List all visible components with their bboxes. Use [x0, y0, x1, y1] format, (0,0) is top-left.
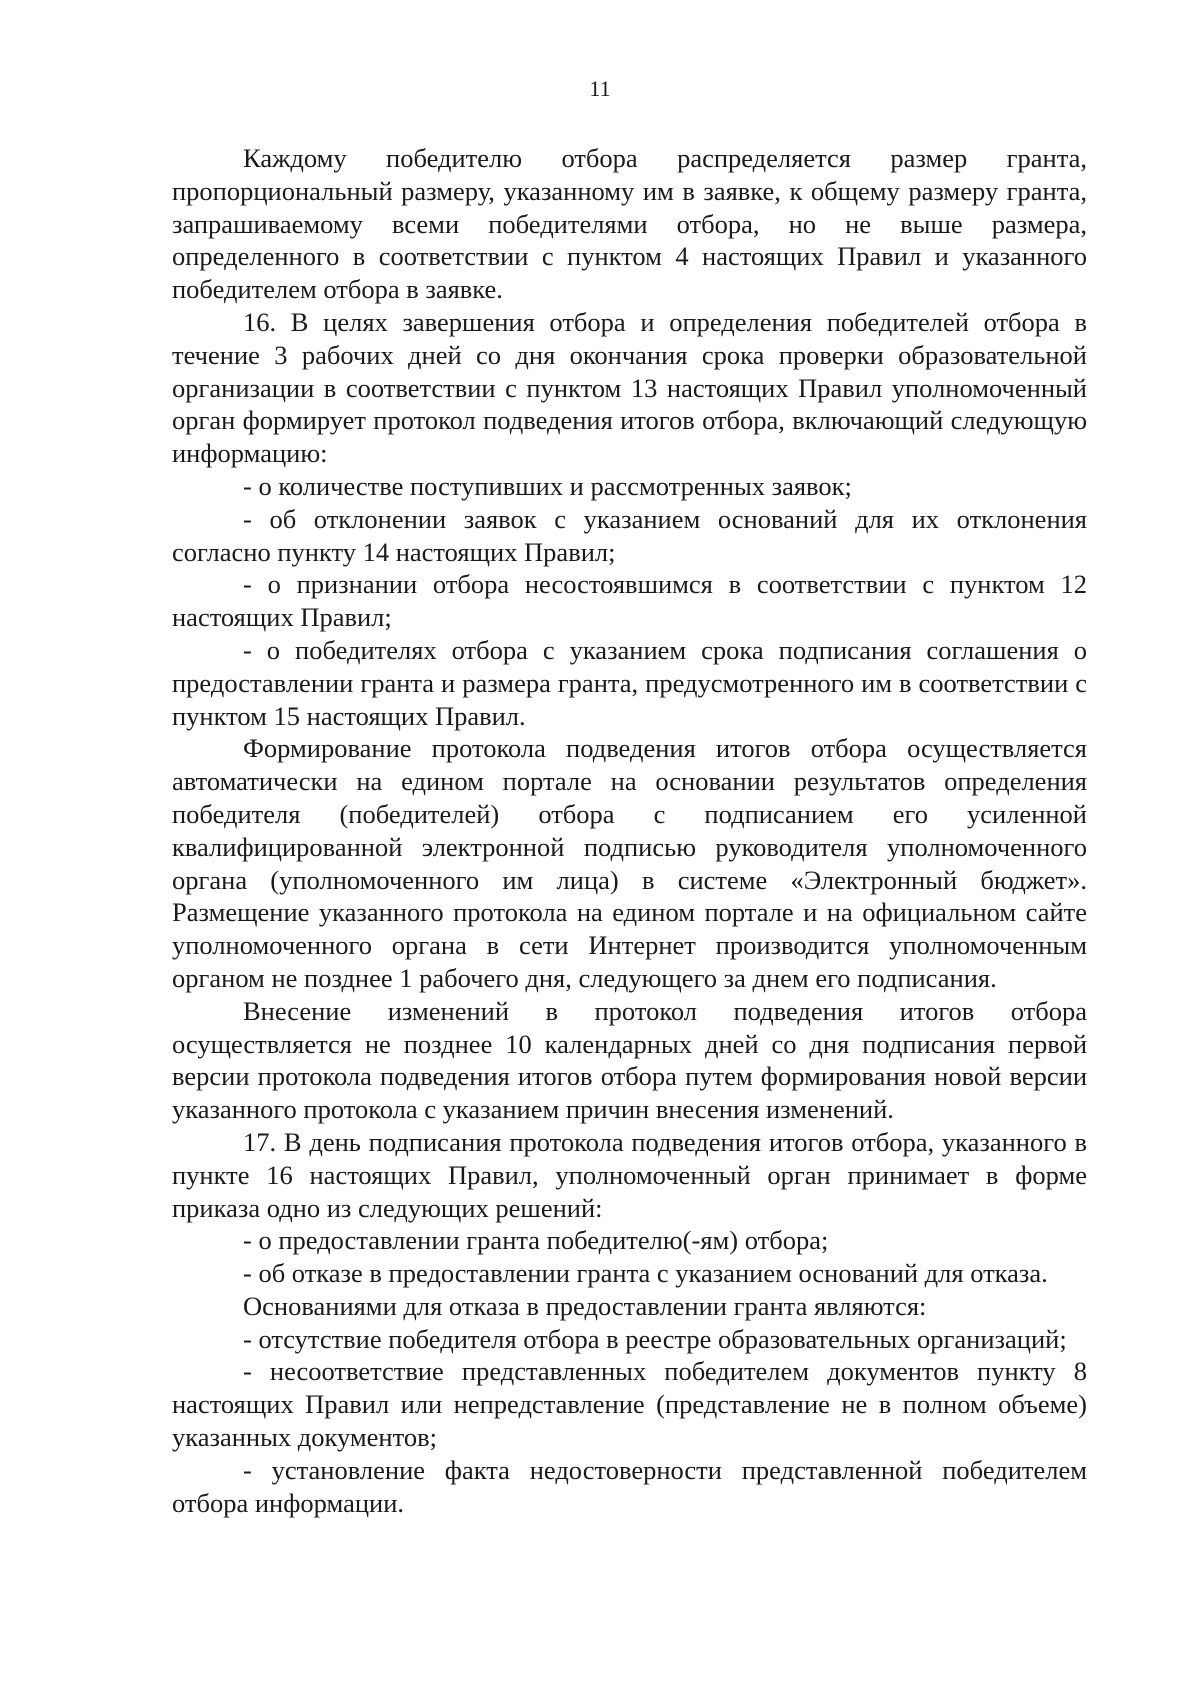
list-item-not-in-registry: - отсутствие победителя отбора в реестре образовательных организаций;	[243, 1323, 1067, 1354]
paragraph-item-16: 16. В целях завершения отбора и определения победителей отбора в течение 3 рабочих дней со дня окончания срока проверки образовательной организации в соответствии с пунктом 13 настоящих Правил уполномоченный орган формирует протокол подведения итогов отбора, включающий следующую информацию:	[172, 306, 1087, 469]
paragraph-refusal-grounds: Основаниями для отказа в предоставлении гранта являются:	[243, 1290, 927, 1321]
document-body	[172, 142, 1087, 1519]
paragraph-grant-distribution: Каждому победителю отбора распределяется размер гранта, пропорциональный размеру, указанному им в заявке, к общему размеру гранта, запрашиваемому всеми победителями отбора, но не выше размера, определенного в соответствии с пунктом 4 настоящих Правил и указанного победителем отбора в заявке.	[172, 143, 1087, 305]
paragraph-item-17: 17. В день подписания протокола подведения итогов отбора, указанного в пункте 16 настоящих Правил, уполномоченный орган принимает в форме приказа одно из следующих решений:	[172, 1126, 1087, 1223]
list-item-applications-count: - о количестве поступивших и рассмотренных заявок;	[243, 470, 852, 501]
list-item-documents-mismatch: - несоответствие представленных победителем документов пункту 8 настоящих Правил или непредставление (представление не в полном объеме) указанных документов;	[172, 1356, 1087, 1453]
list-item-grant-provision: - о предоставлении гранта победителю(-ям) отбора;	[243, 1225, 829, 1256]
list-item-false-information: - установление факта недостоверности представленной победителем отбора информации.	[172, 1454, 1087, 1518]
list-item-winners: - о победителях отбора с указанием срока подписания соглашения о предоставлении гранта и размера гранта, предусмотренного им в соответствии с пунктом 15 настоящих Правил.	[172, 634, 1087, 731]
page-number: 11	[589, 76, 611, 101]
paragraph-protocol-changes: Внесение изменений в протокол подведения итогов отбора осуществляется не позднее 10 календарных дней со дня подписания первой версии протокола подведения итогов отбора путем формирования новой версии указанного протокола с указанием причин внесения изменений.	[172, 995, 1087, 1125]
list-item-selection-failed: - о признании отбора несостоявшимся в соответствии с пунктом 12 настоящих Правил;	[172, 569, 1087, 633]
list-item-rejected-applications: - об отклонении заявок с указанием оснований для их отклонения согласно пункту 14 настоящих Правил;	[172, 503, 1087, 567]
paragraph-protocol-formation: Формирование протокола подведения итогов отбора осуществляется автоматически на едином портале на основании результатов определения победителя (победителей) отбора с подписанием его усиленной квалифицированной электронной подписью руководителя уполномоченного органа (уполномоченного им лица) в системе «Электронный бюджет». Размещение указанного протокола на едином портале и на официальном сайте уполномоченного органа в сети Интернет производится уполномоченным органом не позднее 1 рабочего дня, следующего за днем его подписания.	[172, 733, 1087, 993]
list-item-grant-refusal: - об отказе в предоставлении гранта с указанием оснований для отказа.	[243, 1258, 1048, 1289]
